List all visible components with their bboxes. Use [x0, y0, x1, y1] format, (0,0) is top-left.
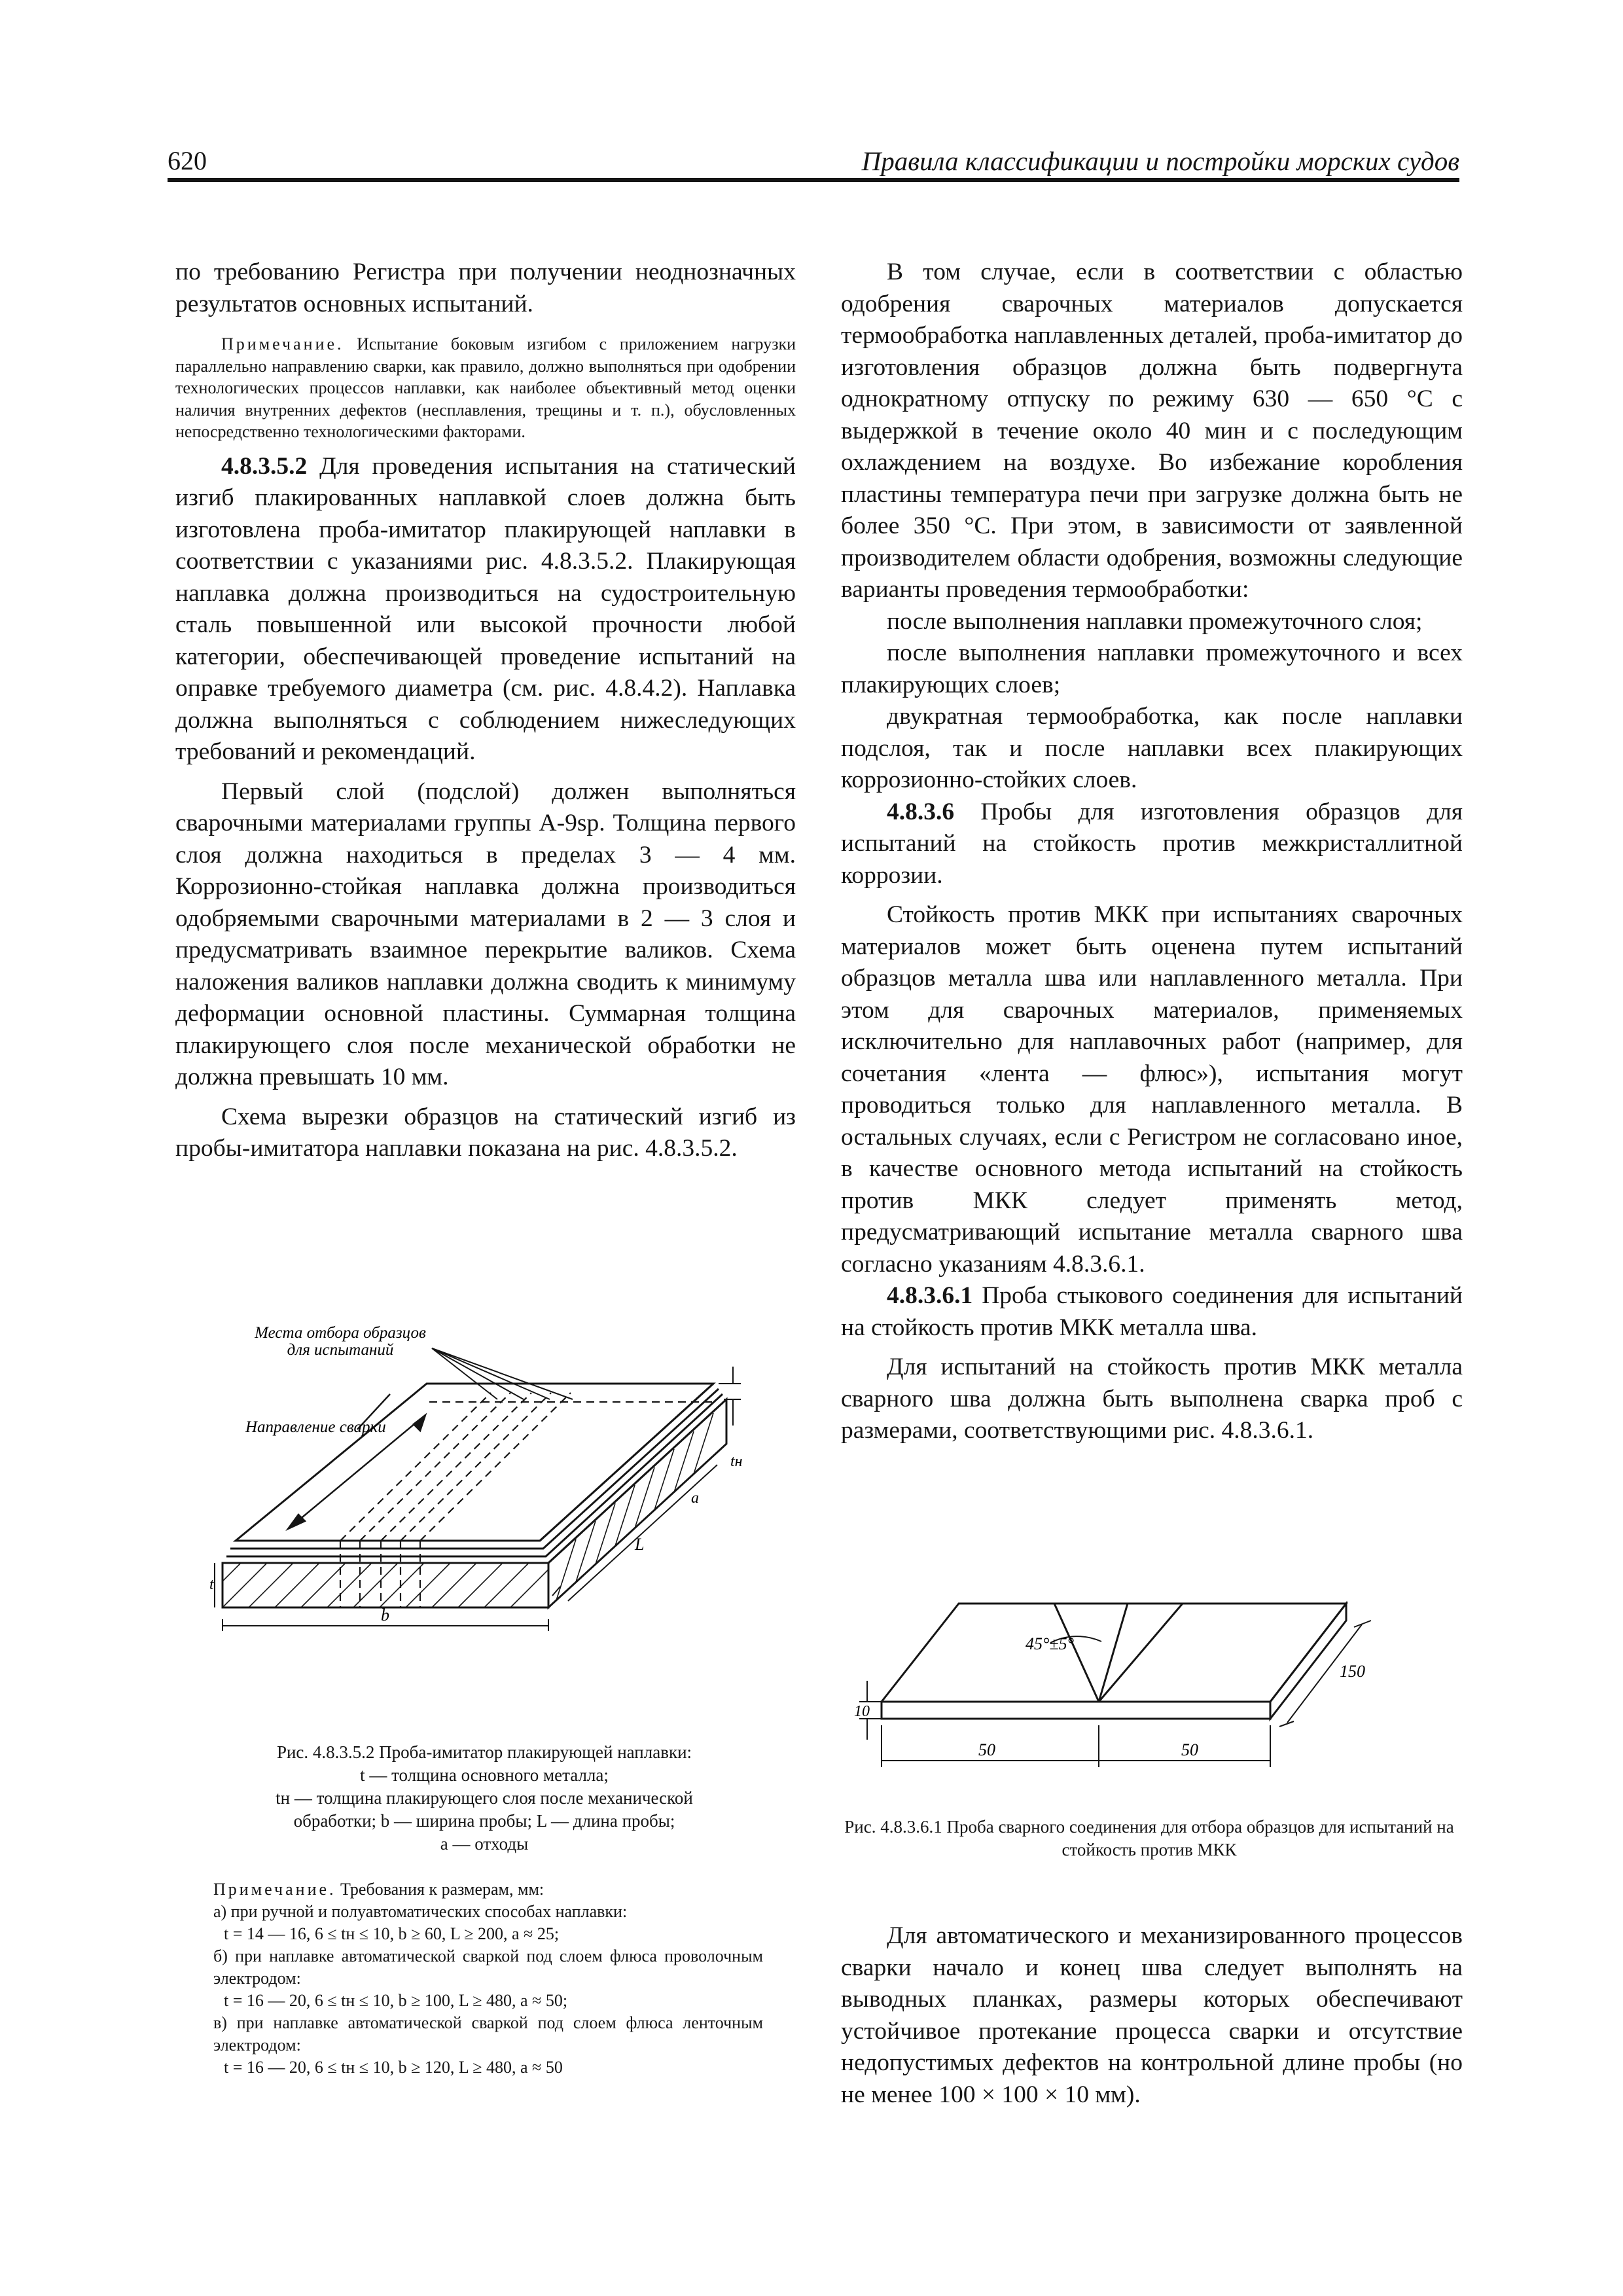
note-text: Испытание боковым изгибом с приложением нагрузки параллельно направлению сварки, как правило, должно выполняться при одобрении технологических процессов наплавки, как наиболее объективный метод оценки наличия внутренних дефектов (несплавления, трещины и т. п.), обусловленных непосредственно технологическими факторами. [175, 334, 796, 441]
note-b-title: б) при наплавке автоматической сваркой под слоем флюса проволочным электродом: [213, 1946, 763, 1988]
label-sampling-places-2: для испытаний [287, 1341, 394, 1359]
paragraph-weld-sample: Для испытаний на стойкость против МКК металла сварного шва должна быть выполнена сварка проб с размерами, соответствующими рис. 4.8.3.6.1. [841, 1354, 1463, 1444]
plate-top-face [236, 1384, 713, 1541]
notes-intro-text: Требования к размерам, мм: [340, 1880, 544, 1899]
label-150: 150 [1340, 1662, 1365, 1681]
label-t: t [209, 1576, 214, 1593]
note-c-values: t = 16 — 20, 6 ≤ tн ≤ 10, b ≥ 120, L ≥ 480, a ≈ 50 [224, 2058, 563, 2077]
paragraph-run-off-plates: Для автоматического и механизированного процессов сварки начало и конец шва следует выполнять на выводных планках, размеры которых обеспечивают устойчивое протекание процесса сварки и отсутствие недопустимых дефектов на контрольной длине пробы (но не менее 100 × 100 × 10 мм). [841, 1922, 1463, 2108]
caption-line-a: a — отходы [440, 1834, 529, 1854]
paragraph-mkk-resistance: Стойкость против МКК при испытаниях сварочных материалов может быть оценена путем испытаний образцов металла шва или наплавленного металла. При этом для сварочных материалов, применяемых исключительно для наплавочных работ (например, для сочетания «лента — флюс»), испытания могут проводиться только для наплавленного металла. В остальных случаях, если с Регистром не согласовано иное, в качестве основного метода испытаний на стойкость против МКК следует применять метод, предусматривающий испытание металла сварного шва согласно указаниям 4.8.3.6.1. [841, 901, 1463, 1278]
label-10: 10 [854, 1703, 870, 1720]
figure-butt-weld-sample [854, 1584, 1456, 1813]
figure2-caption: Рис. 4.8.3.6.1 Проба сварного соединения для отбора образцов для испытаний на стойкость против МКК [844, 1817, 1454, 1859]
paragraph-4-8-3-6-1 [841, 1280, 1463, 1344]
label-tn: tн [730, 1453, 743, 1470]
label-50-right: 50 [1181, 1740, 1198, 1759]
paragraph-cutting-scheme: Схема вырезки образцов на статический изгиб из пробы-имитатора наплавки показана на рис. 4.8.3.5.2. [175, 1103, 796, 1162]
clause-text: Пробы для изготовления образцов для испытаний на стойкость против межкристаллитной коррозии. [841, 798, 1463, 889]
caption-line-t: t — толщина основного металла; [360, 1765, 609, 1785]
caption-line-tn: tн — толщина плакирующего слоя после механической [276, 1788, 693, 1808]
clause-number: 4.8.3.6 [887, 798, 955, 825]
option-intermediate-layer: после выполнения наплавки промежуточного слоя; [887, 607, 1423, 635]
paragraph-continuation: по требованию Регистра при получении неоднозначных результатов основных испытаний. [175, 259, 796, 317]
page-number: 620 [168, 146, 207, 175]
notes-intro [213, 1878, 763, 1901]
note-a-title: а) при ручной и полуавтоматических способах наплавки: [213, 1902, 628, 1921]
note-side-bend [175, 333, 796, 443]
note-a-values: t = 14 — 16, 6 ≤ tн ≤ 10, b ≥ 60, L ≥ 200, a ≈ 25; [224, 1924, 560, 1943]
paragraph-first-layer: Первый слой (подслой) должен выполняться сварочными материалами группы А-9sp. Толщина первого слоя должна находиться в пределах 3 — 4 мм. Коррозионно-стойкая наплавка должна производиться одобряемыми сварочными материалами в 2 — 3 слоя и предусматривать взаимное перекрытие валиков. Схема наложения валиков наплавки должна сводить к минимуму деформации основной пластины. Суммарная толщина плакирующего слоя после механической обработки не должна превышать 10 мм. [175, 778, 796, 1090]
plate-left-top [882, 1604, 1128, 1702]
figure1-notes [213, 1878, 763, 2079]
clause-number: 4.8.3.6.1 [887, 1282, 973, 1309]
right-column [841, 257, 1463, 1447]
note-c-title: в) при наплавке автоматической сваркой под слоем флюса ленточным электродом: [213, 2013, 763, 2054]
clause-number: 4.8.3.5.2 [221, 452, 308, 480]
label-a: a [691, 1490, 699, 1507]
left-column [175, 257, 796, 1165]
figure-cladding-sample [209, 1321, 746, 1740]
option-double-treatment: двукратная термообработка, как после наплавки подслоя, так и после наплавки всех плакирующих коррозионно-стойких слоев. [841, 703, 1463, 793]
paragraph-4-8-3-6 [841, 797, 1463, 892]
label-welding-direction: Направление сварки [245, 1418, 386, 1436]
note-label: Примечание. [221, 334, 344, 353]
label-sampling-places: Места отбора образцов [255, 1324, 426, 1342]
label-b: b [381, 1605, 389, 1624]
header-rule [168, 178, 1459, 182]
paragraph-heat-treatment: В том случае, если в соответствии с областью одобрения сварочных материалов допускается термообработка наплавленных деталей, проба-имитатор до изготовления образцов должна быть подвергнута однократному отпуску по режиму 630 — 650 °С с выдержкой в течение около 40 мин и с последующим охлаждением на воздухе. Во избежание коробления пластины температура печи при загрузке должна быть не более 350 °С. При этом, в зависимости от заявленной производителем области одобрения, возможны следующие варианты проведения термообработки: [841, 259, 1463, 603]
option-all-layers: после выполнения наплавки промежуточного и всех плакирующих слоев; [841, 639, 1463, 698]
label-50-left: 50 [978, 1740, 995, 1759]
caption-title: Рис. 4.8.3.5.2 Проба-имитатор плакирующей наплавки: [276, 1742, 692, 1762]
notes-label: Примечание. [213, 1880, 336, 1899]
clause-text: Для проведения испытания на статический изгиб плакированных наплавкой слоев должна быть изготовлена проба-имитатор плакирующей наплавки в соответствии с указаниями рис. 4.8.3.5.2. Плакирующая наплавка должна производиться на судостроительную сталь повышенной или высокой прочности любой категории, обеспечивающей проведение испытаний на оправке требуемого диаметра (см. рис. 4.8.4.2). Наплавка должна выполняться с соблюдением нижеследующих требований и рекомендаций. [175, 452, 796, 765]
running-title: Правила классификации и постройки морских судов [861, 146, 1459, 176]
clause-text: Проба стыкового соединения для испытаний на стойкость против МКК металла шва. [841, 1282, 1463, 1341]
label-angle: 45°±5° [1026, 1634, 1075, 1653]
paragraph-4-8-3-5-2 [175, 451, 796, 768]
figure1-caption [196, 1741, 772, 1856]
caption-line-b-L: обработки; b — ширина пробы; L — длина пробы; [293, 1811, 675, 1831]
note-b-values: t = 16 — 20, 6 ≤ tн ≤ 10, b ≥ 100, L ≥ 480, a ≈ 50; [224, 1991, 568, 2010]
label-L: L [635, 1535, 645, 1554]
plate-front [882, 1702, 1270, 1719]
